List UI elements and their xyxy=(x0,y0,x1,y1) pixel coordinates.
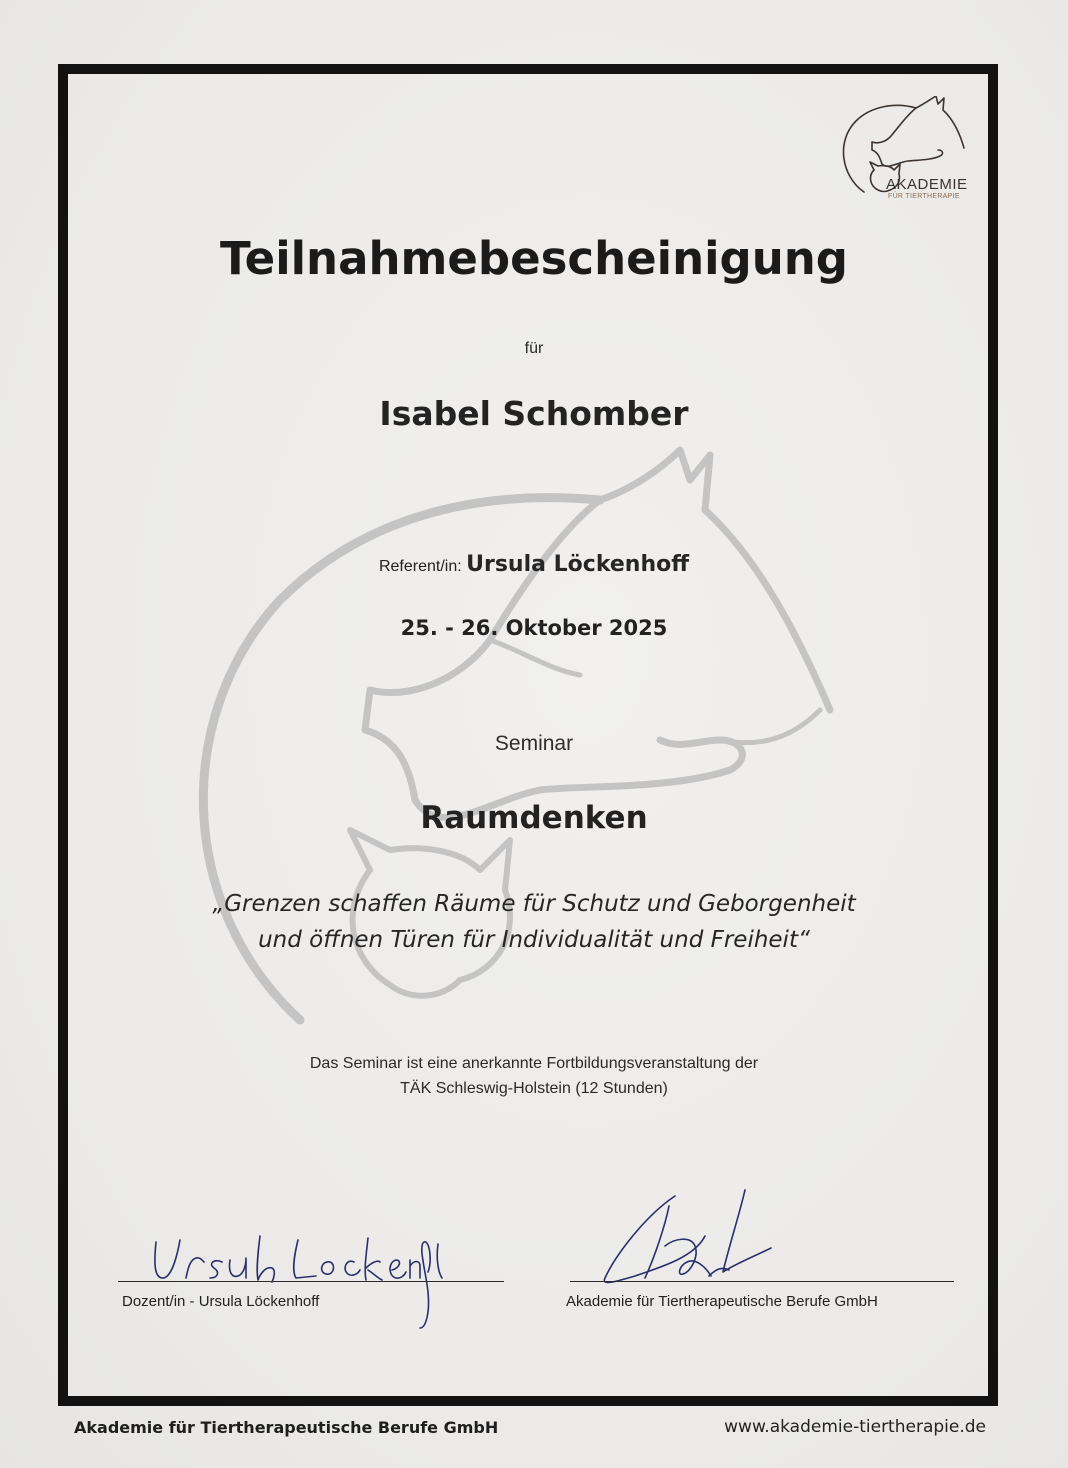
accreditation-line-1: Das Seminar ist eine anerkannte Fortbildungsveranstaltung der xyxy=(309,1055,759,1072)
footer-company: Akademie für Tiertherapeutische Berufe GmbH xyxy=(74,1418,499,1437)
seminar-title: Raumdenken xyxy=(420,800,648,836)
academy-signature-caption: Akademie für Tiertherapeutische Berufe GmbH xyxy=(566,1293,878,1310)
quote-line-1: „Grenzen schaffen Räume für Schutz und Geborgenheit xyxy=(212,891,856,917)
academy-signature xyxy=(595,1186,795,1296)
referent-name: Ursula Löckenhoff xyxy=(466,552,690,577)
seminar-label: Seminar xyxy=(494,732,574,755)
logo-subtitle: FÜR TIERTHERAPIE xyxy=(888,193,960,200)
seminar-date: 25. - 26. Oktober 2025 xyxy=(400,616,668,640)
lecturer-signature-line xyxy=(118,1281,504,1282)
logo-name: AKADEMIE xyxy=(886,176,968,193)
referent-label: Referent/in: xyxy=(378,558,462,575)
lecturer-signature-caption: Dozent/in - Ursula Löckenhoff xyxy=(122,1293,320,1310)
certificate-title: Teilnahmebescheinigung xyxy=(219,232,849,285)
seminar-quote xyxy=(0,886,1068,958)
footer-website[interactable]: www.akademie-tiertherapie.de xyxy=(724,1417,986,1437)
academy-signature-line xyxy=(570,1281,954,1282)
accreditation-line-2: TÄK Schleswig-Holstein (12 Stunden) xyxy=(400,1080,668,1097)
quote-line-2: und öffnen Türen für Individualität und Freiheit“ xyxy=(258,927,810,953)
for-label: für xyxy=(524,340,544,357)
participant-name: Isabel Schomber xyxy=(379,394,689,433)
accreditation-note xyxy=(0,1051,1068,1101)
lecturer-signature xyxy=(148,1232,448,1332)
referent-line xyxy=(0,552,1068,577)
